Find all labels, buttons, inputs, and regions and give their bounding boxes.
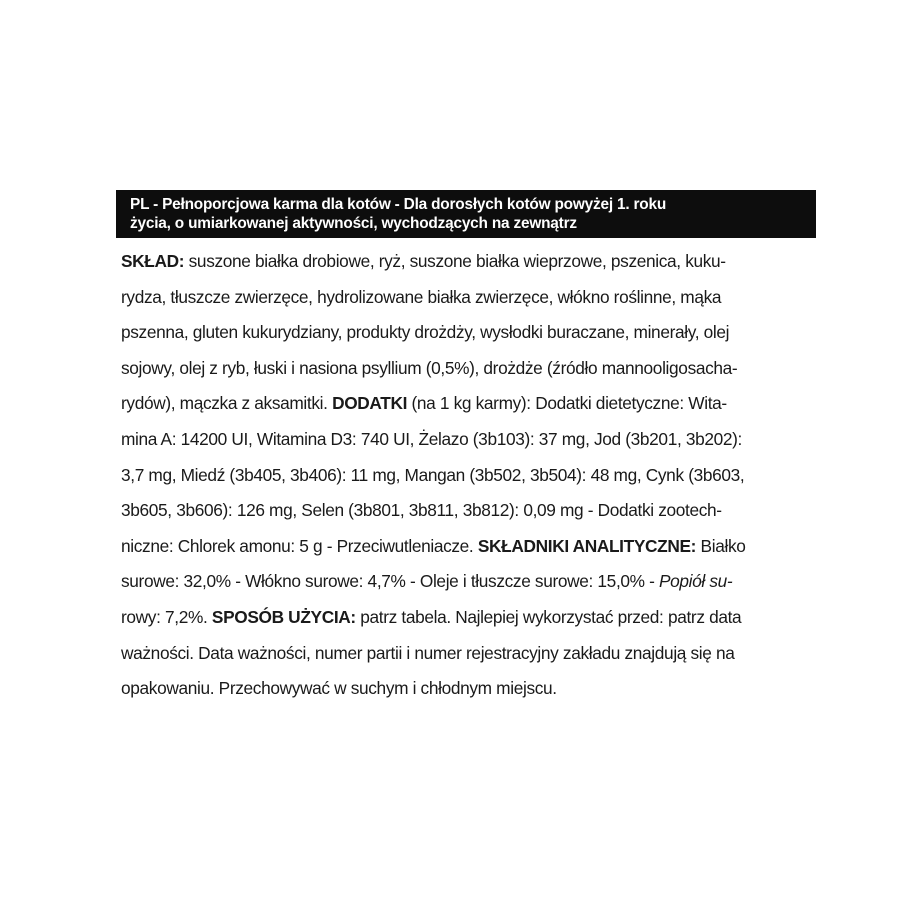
body-text: (na 1 kg karmy): Dodatki dietetyczne: Wita-	[407, 393, 727, 414]
body-text: rowy: 7,2%.	[121, 606, 212, 627]
body-line	[121, 636, 806, 672]
header-line: PL - Pełnoporcjowa karma dla kotów - Dla dorosłych kotów powyżej 1. roku	[130, 196, 667, 213]
body-text: ważności. Data ważności, numer partii i numer rejestracyjny zakładu znajdują się na	[121, 642, 735, 663]
section-heading: SKŁADNIKI ANALITYCZNE:	[477, 535, 697, 556]
body-text: niczne: Chlorek amonu: 5 g - Przeciwutleniacze.	[121, 535, 478, 556]
body-text: opakowaniu. Przechowywać w suchym i chłodnym miejscu.	[121, 678, 557, 699]
body-line	[121, 671, 806, 707]
section-heading: SKŁAD:	[121, 251, 185, 271]
section-heading: DODATKI	[332, 393, 408, 414]
body-text: patrz tabela. Najlepiej wykorzystać przed: patrz data	[355, 606, 742, 627]
body-line	[121, 458, 806, 494]
body-line	[121, 422, 806, 458]
body-text: surowe: 32,0% - Włókno surowe: 4,7% - Oleje i tłuszcze surowe: 15,0% -	[121, 571, 659, 592]
body-line	[121, 529, 806, 565]
body-line	[121, 315, 806, 351]
body-line	[121, 600, 806, 636]
body-text: suszone białka drobiowe, ryż, suszone białka wieprzowe, pszenica, kuku-	[184, 251, 726, 271]
body-line	[121, 280, 806, 316]
body-text: sojowy, olej z ryb, łuski i nasiona psyllium (0,5%), drożdże (źródło mannooligosacha-	[121, 357, 738, 378]
body-line	[121, 244, 806, 280]
body-text: 3,7 mg, Miedź (3b405, 3b406): 11 mg, Mangan (3b502, 3b504): 48 mg, Cynk (3b603,	[121, 464, 745, 485]
body-line	[121, 351, 806, 387]
body-line	[121, 493, 806, 529]
body-text: mina A: 14200 UI, Witamina D3: 740 UI, Żelazo (3b103): 37 mg, Jod (3b201, 3b202):	[121, 428, 743, 449]
label-header	[116, 190, 816, 238]
body-text: Popiół su-	[658, 571, 733, 592]
body-line	[121, 564, 806, 600]
header-line: życia, o umiarkowanej aktywności, wychodzących na zewnątrz	[130, 215, 577, 232]
body-line	[121, 386, 806, 422]
body-text: pszenna, gluten kukurydziany, produkty drożdży, wysłodki buraczane, minerały, olej	[121, 322, 730, 343]
body-text: rydów), mączka z aksamitki.	[121, 393, 333, 414]
body-text: 3b605, 3b606): 126 mg, Selen (3b801, 3b811, 3b812): 0,09 mg - Dodatki zootech-	[121, 500, 722, 521]
body-text: Białko	[696, 535, 746, 556]
product-label	[116, 190, 816, 707]
label-body-text	[116, 238, 806, 707]
section-heading: SPOSÓB UŻYCIA:	[211, 606, 356, 627]
body-text: rydza, tłuszcze zwierzęce, hydrolizowane białka zwierzęce, włókno roślinne, mąka	[121, 286, 722, 307]
